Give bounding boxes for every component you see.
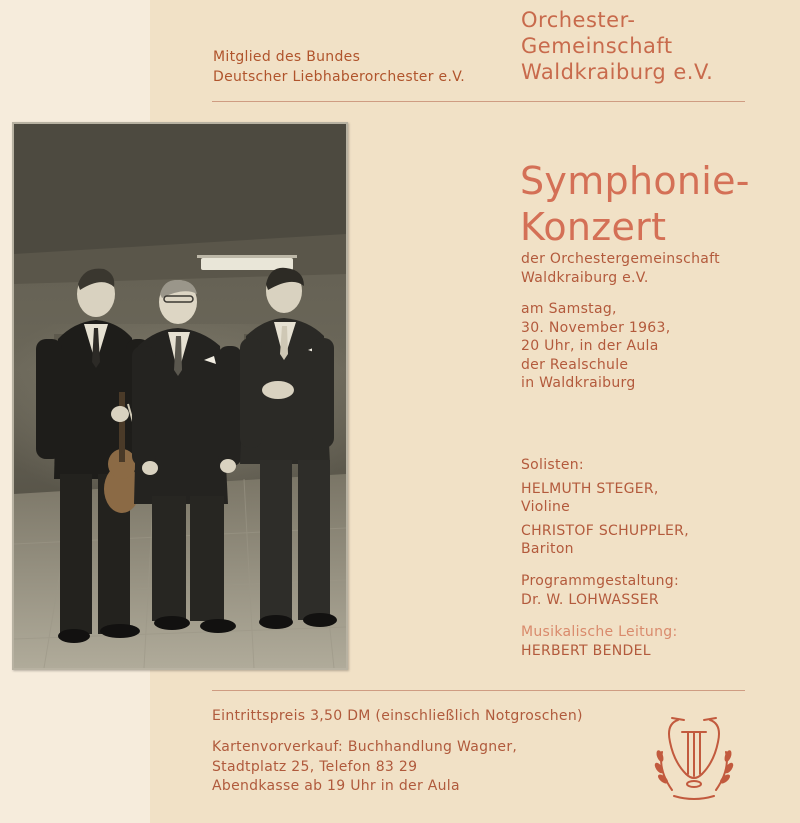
subtitle-line-1: der Orchestergemeinschaft [521, 251, 720, 267]
direction-section [521, 623, 677, 660]
date-line-2: 30. November 1963, [521, 319, 671, 336]
date-line-3: 20 Uhr, in der Aula [521, 338, 659, 354]
header-divider [212, 101, 745, 102]
programme-section [521, 572, 679, 609]
soloist-1-name: HELMUTH STEGER, [521, 480, 659, 497]
date-line-4: der Realschule [521, 356, 629, 373]
organization-name [521, 7, 713, 85]
concert-photo [14, 124, 346, 668]
footer-divider [212, 690, 745, 691]
membership-note [213, 47, 465, 87]
direction-label: Musikalische Leitung: [521, 624, 678, 640]
concert-title [520, 158, 750, 250]
org-line-1: Orchester- [521, 8, 636, 32]
presale-line-3: Abendkasse ab 19 Uhr in der Aula [212, 778, 460, 794]
org-line-3: Waldkraiburg e.V. [521, 60, 714, 84]
admission-price: Eintrittspreis 3,50 DM (einschließlich Notgroschen) [212, 708, 583, 724]
title-line-1: Symphonie- [520, 159, 750, 203]
title-line-2: Konzert [520, 205, 667, 249]
soloists-section [521, 456, 689, 559]
presale-line-2: Stadtplatz 25, Telefon 83 29 [212, 758, 418, 775]
membership-line-2: Deutscher Liebhaberorchester e.V. [213, 69, 466, 85]
presale-line-1: Kartenvorverkauf: Buchhandlung Wagner, [212, 739, 518, 755]
date-line-1: am Samstag, [521, 301, 617, 317]
direction-name: HERBERT BENDEL [521, 642, 651, 659]
soloist-1-role: Violine [521, 499, 571, 515]
soloists-label: Solisten: [521, 457, 584, 473]
date-and-place [521, 300, 670, 393]
lyre-with-laurel-icon [652, 712, 736, 802]
membership-line-1: Mitglied des Bundes [213, 49, 361, 65]
soloist-2-name: CHRISTOF SCHUPPLER, [521, 522, 689, 539]
concert-subtitle [521, 250, 720, 287]
programme-name: Dr. W. LOHWASSER [521, 591, 659, 608]
ticket-info [212, 738, 517, 797]
org-line-2: Gemeinschaft [521, 34, 673, 58]
date-line-5: in Waldkraiburg [521, 375, 636, 391]
soloist-2-role: Bariton [521, 541, 574, 557]
programme-label: Programmgestaltung: [521, 573, 679, 589]
subtitle-line-2: Waldkraiburg e.V. [521, 269, 649, 286]
